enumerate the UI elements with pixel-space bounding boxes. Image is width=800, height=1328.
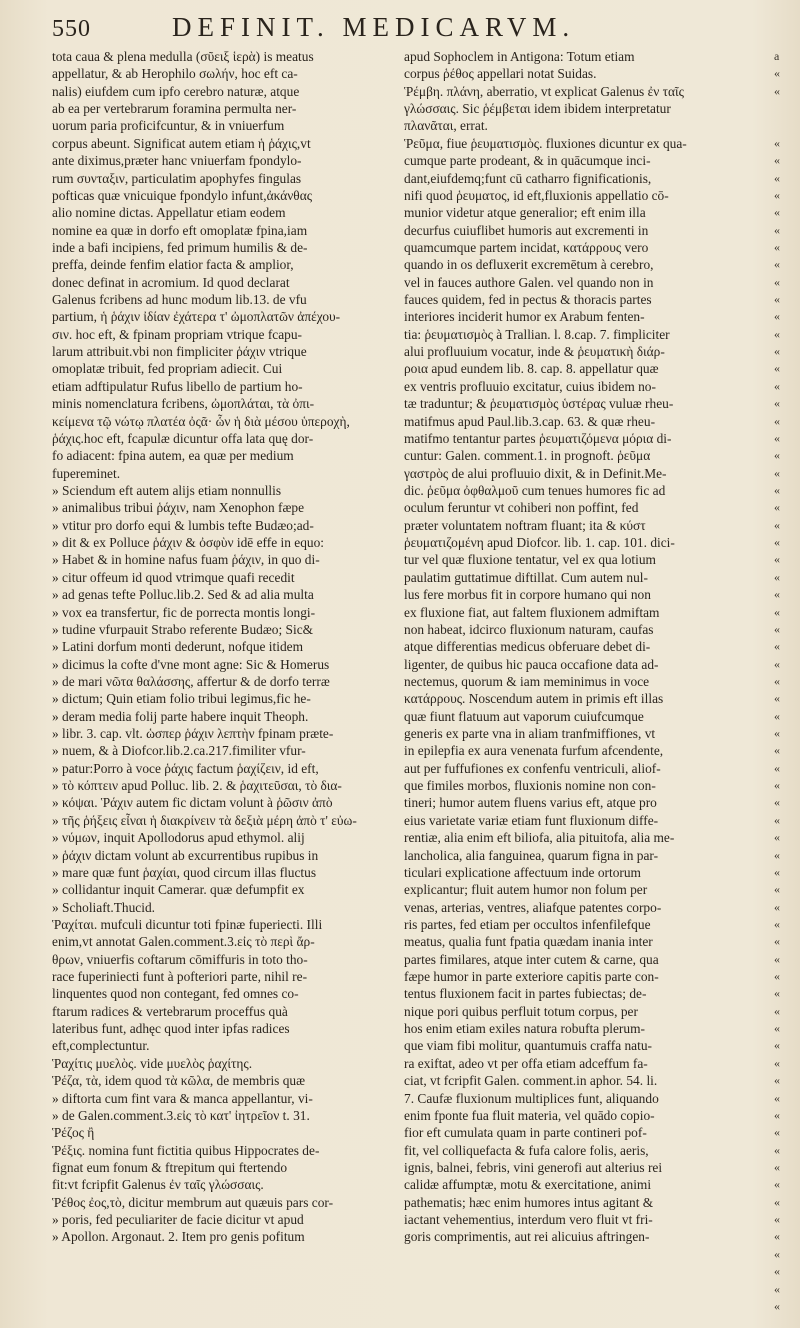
text-line: ροια apud eundem lib. 8. cap. 8. appellatur quæ <box>404 361 659 377</box>
text-line: « <box>774 361 780 376</box>
text-line: « <box>774 274 780 289</box>
text-line: « <box>774 830 780 845</box>
text-line: fior eft cumulata quam in parte contineri pof- <box>404 1125 647 1141</box>
text-line: σιν. hoc eft, & fpinam propriam vtrique fcapu- <box>52 326 303 342</box>
text-line: Galenus fcribens ad hunc modum lib.13. de vfu <box>52 292 307 308</box>
text-line: partes fimilares, atque inter cutem & carne, qua <box>404 951 659 967</box>
text-line: « <box>774 934 780 949</box>
text-line: ab ea per vertebrarum foramina permulta ner- <box>52 101 297 117</box>
text-line: « <box>774 187 780 202</box>
text-line: « <box>774 413 780 428</box>
text-line: « <box>774 969 780 984</box>
text-line: que fimiles morbos, fluxionis nomine non con- <box>404 778 656 794</box>
text-line: larum attribuit.vbi non fimpliciter ῥάχιν vtrique <box>52 344 307 360</box>
text-line: fæpe humor in parte exteriore capitis parte con- <box>404 969 659 985</box>
text-line: dic. ῥεῦμα ὀφθαλμοῦ cum tenues humores fic ad <box>404 482 666 498</box>
text-line: tentus fluxionem facit in partes fubiectas; de- <box>404 986 647 1002</box>
text-line: « <box>774 691 780 706</box>
text-line: « <box>774 778 780 793</box>
text-line: apud Sophoclem in Antigona: Totum etiam <box>404 49 635 64</box>
text-line: » dicimus la cofte d'vne mont agne: Sic & Homerus <box>52 656 330 672</box>
text-line: fit:vt fcripfit Galenus ἐν ταῖς γλώσσαις. <box>52 1177 264 1193</box>
text-line: γλώσσαις. Sic ῥέμβεται idem ibidem interpretatur <box>404 101 671 117</box>
text-line: Ῥεῦμα, fiue ῥευματισμὸς. fluxiones dicuntur ex qua- <box>404 135 687 151</box>
text-line: tia: ῥευματισμὸς à Trallian. l. 8.cap. 7. fimpliciter <box>404 326 670 342</box>
margin-quote-marks <box>774 48 796 1315</box>
text-line: « <box>774 153 780 168</box>
text-line: a <box>774 49 780 63</box>
text-line: ῥευματιζομένη apud Diofcor. lib. 1. cap. 101. dici- <box>404 535 675 551</box>
text-line: fit, vel colliquefacta & fufa calore folis, aeris, <box>404 1142 649 1158</box>
text-line: « <box>774 1160 780 1174</box>
text-line: θρων, vniuerfis coftarum cōmiffuris in toto tho- <box>52 951 308 967</box>
text-line: « <box>774 465 780 480</box>
text-line: donec definat in acromium. Id quod declarat <box>52 274 290 290</box>
right-column <box>404 48 756 1246</box>
text-line: hos enim etiam exiles natura robufta plerum- <box>404 1021 645 1037</box>
text-line <box>774 100 796 117</box>
text-line <box>774 117 796 134</box>
text-line: preffa, deinde fenfim elatior facta & amplior, <box>52 257 294 273</box>
text-line: lus fere morbus fit in corpore humano qui non <box>404 587 651 603</box>
text-line: ticulari explicatione affectuum inde ortorum <box>404 864 641 880</box>
text-line: « <box>774 951 780 966</box>
text-line: « <box>774 726 780 741</box>
text-line: inde a bafi incipiens, fed primum humilis & de- <box>52 239 308 255</box>
text-line: « <box>774 257 780 272</box>
text-line: ex fluxione fiat, aut faltem fluxionem admiftam <box>404 604 660 620</box>
text-line: « <box>774 396 780 411</box>
text-line: fupereminet. <box>52 465 121 481</box>
text-line: κείμενα τῷ νώτῳ πλατέα ὀςᾶ· ὧν ἡ διὰ μέσου ὑπεροχὴ, <box>52 413 350 429</box>
text-line: paulatim guttatimue diftillat. Cum autem nul- <box>404 569 648 585</box>
text-line: explicantur; fluit autem humor non folum per <box>404 882 648 898</box>
text-line: « <box>774 517 780 532</box>
text-line: « <box>774 170 780 185</box>
text-line: « <box>774 1055 780 1070</box>
text-line: » dictum; Quin etiam folio tribui legimus,fic he- <box>52 691 311 707</box>
text-line: nomine ea quæ in dorfo eft omoplatæ fpina,iam <box>52 222 308 238</box>
text-line: « <box>774 430 780 445</box>
text-line: « <box>774 708 780 723</box>
text-line: πλανᾶται, errat. <box>404 118 488 134</box>
text-line: meatus, qualia funt fpatia quædam inania inter <box>404 934 653 950</box>
text-line: » vox ea transfertur, fic de porrecta montis longi- <box>52 604 316 620</box>
text-line: enim fponte fua fluit materia, vel quādo copio- <box>404 1107 655 1123</box>
text-line: « <box>774 864 780 879</box>
text-line: « <box>774 309 780 324</box>
text-line: « <box>774 1281 780 1296</box>
text-line: « <box>774 1264 780 1279</box>
text-line: rum συνταξιν, particulatim apophyfes fingulas <box>52 170 302 186</box>
text-line: omoplatæ tribuit, fed propriam adiecit. Cui <box>52 361 283 377</box>
text-line: dant,eiufdemq;funt cū catharro fignificationis, <box>404 170 652 186</box>
text-line: decurfus cuiuflibet humoris aut excrementi in <box>404 222 649 238</box>
text-line: « <box>774 812 780 827</box>
text-line: « <box>774 1298 780 1313</box>
text-line: « <box>774 1229 780 1244</box>
text-line: « <box>774 326 780 341</box>
text-line: » dit & ex Polluce ῥάχιν & ὀσφὺν idē effe in equo: <box>52 535 325 551</box>
text-line: vel in fauces authore Galen. vel quando non in <box>404 274 654 290</box>
text-line: » nuem, & à Diofcor.lib.2.ca.217.fimiliter vfur- <box>52 743 306 759</box>
text-line: « <box>774 535 780 550</box>
text-line: « <box>774 135 780 150</box>
text-line: generis ex parte vna in aliam tranfmiffiones, vt <box>404 726 656 742</box>
text-line: » κόψαι. Ῥάχιν autem fic dictam volunt à ῥῶσιν ἀπὸ <box>52 795 333 811</box>
text-line: ῥάχις.hoc eft, fcapulæ dicuntur offa lata quę dor- <box>52 430 314 446</box>
text-line: uorum paria proficifcuntur, & in vniuerfum <box>52 118 285 134</box>
text-line: oculum feruntur vt cohiberi non poffint, fed <box>404 500 639 516</box>
left-column <box>52 48 390 1246</box>
text-line: Ῥέμβη. πλάνη, aberratio, vt explicat Galenus ἐν ταῖς <box>404 83 684 99</box>
text-line: nique pori quibus perfluit totum corpus, per <box>404 1003 638 1019</box>
text-line: iactant vehementius, interdum vero fluit vt fri- <box>404 1212 653 1228</box>
text-line: ignis, balnei, febris, vini generofi aut alterius rei <box>404 1160 663 1175</box>
text-line: « <box>774 986 780 1001</box>
running-title: DEFINIT. MEDICARVM. <box>172 12 576 42</box>
page-number: 550 <box>52 16 91 42</box>
text-line: fignat eum fonum & ftrepitum qui ftertendo <box>52 1160 288 1175</box>
text-line: « <box>774 448 780 463</box>
text-line: » libr. 3. cap. vlt. ὡσπερ ῥάχιν λεπτὴν fpinam præte- <box>52 726 334 742</box>
text-line: « <box>774 552 780 567</box>
text-line: « <box>774 760 780 775</box>
text-line: « <box>774 222 780 237</box>
text-line: γαστρὸς de alui profluuio dixit, & in Definit.Me- <box>404 465 667 481</box>
text-line: » ad genas tefte Polluc.lib.2. Sed & ad alia multa <box>52 587 314 603</box>
text-line: nalis) eiufdem cum ipfo cerebro naturæ, atque <box>52 83 300 99</box>
text-line: « <box>774 1107 780 1122</box>
text-line: que viam fibi molitur, quantumuis craffa natu- <box>404 1038 652 1054</box>
text-line: « <box>774 1125 780 1140</box>
text-line: « <box>774 378 780 393</box>
text-line: enim,vt annotat Galen.comment.3.εἰς τὸ περὶ ἄρ- <box>52 934 315 950</box>
text-line: « <box>774 743 780 758</box>
text-line: ra exiftat, adeo vt per offa etiam adceffum fa- <box>404 1055 648 1071</box>
text-line: » patur:Porro à voce ῥάχις factum ῥαχίζειν, id eft, <box>52 760 319 776</box>
text-line: matifmo tentantur partes ῥευματιζόμενα μόρια di- <box>404 430 672 446</box>
text-line: non habeat, idcirco fluxionum naturam, caufas <box>404 621 654 637</box>
text-line: » mare quæ funt ῥαχίαι, quod circum illas fluctus <box>52 864 317 880</box>
text-line: tineri; humor autem fluens varius eft, atque pro <box>404 795 657 811</box>
text-line: corpus abeunt. Significat autem etiam ἡ ῥάχις,vt <box>52 135 311 151</box>
text-line: alio nomine dictas. Appellatur etiam eodem <box>52 205 286 221</box>
text-line: « <box>774 344 780 359</box>
text-line: linquentes quod non contegant, fed omnes co- <box>52 986 299 1002</box>
text-line: » vtitur pro dorfo equi & lumbis tefte Budæo;ad- <box>52 517 314 533</box>
text-line: « <box>774 604 780 619</box>
text-line: tæ traduntur; & ῥευματισμὸς ὑστέρας vuluæ rheu- <box>404 396 674 412</box>
text-line: venas, arterias, ventres, aliafque patentes corpo- <box>404 899 662 915</box>
text-line: « <box>774 1194 780 1209</box>
text-line: » de Galen.comment.3.εἰς τὸ κατ' ἰητρεῖον t. 31. <box>52 1107 310 1123</box>
text-line: interiores inciderit humor ex Arabum fenten- <box>404 309 645 325</box>
text-line: » animalibus tribui ῥάχιν, nam Xenophon fæpe <box>52 500 305 516</box>
text-line: cumque parte prodeant, & in quācumque inci- <box>404 153 651 169</box>
text-line: « <box>774 656 780 671</box>
text-line: « <box>774 882 780 897</box>
text-line: « <box>774 587 780 602</box>
text-line: » Apollon. Argonaut. 2. Item pro genis pofitum <box>52 1229 305 1245</box>
text-line: Ῥαχίτις μυελὸς. vide μυελὸς ῥαχίτης. <box>52 1055 253 1071</box>
text-line: « <box>774 1021 780 1036</box>
text-line: « <box>774 847 780 862</box>
text-line: præter voluntatem noftram fluant; ita & κύστ <box>404 517 646 533</box>
text-line: « <box>774 1073 780 1088</box>
text-line: aut per fuffufiones ex confenfu ventriculi, aliof- <box>404 760 661 776</box>
text-line: Ῥέξις. nomina funt fictitia quibus Hippocrates de- <box>52 1142 320 1158</box>
text-line: lateribus funt, adhęc quod inter ipfas radices <box>52 1021 290 1037</box>
text-line: 7. Caufæ fluxionum multiplices funt, aliquando <box>404 1090 659 1106</box>
text-line: » Sciendum eft autem alijs etiam nonnullis <box>52 482 282 498</box>
text-line: cuntur: Galen. comment.1. in prognoft. ῥεῦμα <box>404 448 651 464</box>
text-line: « <box>774 83 780 98</box>
text-line: » ῥάχιν dictam volunt ab excurrentibus rupibus in <box>52 847 319 863</box>
text-line: appellatur, & ab Herophilo σωλήν, hoc eft ca- <box>52 66 298 82</box>
text-line: » Latini dorfum monti dederunt, nofque itidem <box>52 639 304 655</box>
text-line: « <box>774 1246 780 1261</box>
text-line: alui profluuium vocatur, inde & ῥευματικὴ διάρ- <box>404 344 665 360</box>
text-line: « <box>774 673 780 688</box>
text-line: » tudine vfurpauit Strabo referente Budæo; Sic& <box>52 621 314 637</box>
text-line: « <box>774 916 780 931</box>
text-line: ciat, vt fcripfit Galen. comment.in aphor. 54. li. <box>404 1073 658 1089</box>
text-line: « <box>774 1212 780 1227</box>
text-line: eius varietate variæ etiam funt fluxionum diffe- <box>404 812 659 828</box>
text-line: « <box>774 795 780 810</box>
text-line: rentiæ, alia enim eft biliofa, alia pituitofa, alia me- <box>404 830 675 846</box>
page-header <box>52 12 770 52</box>
text-line: » Scholiaft.Thucid. <box>52 899 156 915</box>
text-line: « <box>774 1177 780 1192</box>
text-line: « <box>774 500 780 515</box>
text-line: « <box>774 899 780 914</box>
text-line: ftarum radices & vertebrarum proceffus quà <box>52 1003 288 1019</box>
text-line: ligenter, de quibus hic pauca occafione data ad- <box>404 656 659 672</box>
text-line: quæ fiunt flatuum aut vaporum cuiufcumque <box>404 708 644 724</box>
text-line: κατάρρους. Noscendum autem in primis eft illas <box>404 691 664 707</box>
text-line: fauces quidem, fed in pectus & thoracis partes <box>404 292 652 308</box>
text-line: » τὸ κόπτειν apud Polluc. lib. 2. & ῥαχιτεῦσαι, τὸ δια- <box>52 778 342 794</box>
text-line: matifmus apud Paul.lib.3.cap. 63. & quæ rheu- <box>404 413 656 429</box>
text-line: Ῥέθος ἐος,τὸ, dicitur membrum aut quæuis pars cor- <box>52 1194 334 1210</box>
text-line: quando in os defluxerit excremētum à cerebro, <box>404 257 654 273</box>
text-line: pathematis; hæc enim humores intus agitant & <box>404 1194 654 1210</box>
text-line: » collidantur inquit Camerar. quæ defumpfit ex <box>52 882 305 898</box>
text-line: ex ventris profluuio excitatur, cuius ibidem no- <box>404 378 656 394</box>
text-line: in epilepfia ex aura venenata furfum afcendente, <box>404 743 664 759</box>
text-line: « <box>774 205 780 220</box>
text-line: » diftorta cum fint vara & manca appellantur, vi- <box>52 1090 313 1106</box>
text-line: etiam adftipulatur Rufus libello de partium ho- <box>52 378 303 394</box>
text-line: nifi quod ῥευματος, id eft,fluxionis appellatio cō- <box>404 187 669 203</box>
text-line: goris comprimentis, aut rei alicuius aftringen- <box>404 1229 650 1245</box>
text-line: Ῥέζα, τὰ, idem quod τὰ κῶλα, de membris quæ <box>52 1073 306 1089</box>
text-line: tota caua & plena medulla (σῦειξ ἱερὰ) is meatus <box>52 49 314 64</box>
text-line: « <box>774 639 780 654</box>
text-line: pofticas quæ vnicuique fpondylo infunt,ἀκάνθας <box>52 187 313 203</box>
text-line: fo adiacent: fpina autem, ea quæ per medium <box>52 448 294 464</box>
text-line: ante diximus,præter hanc vniuerfam fpondylo- <box>52 153 302 169</box>
text-line: « <box>774 621 780 636</box>
text-line: » de mari νῶτα θαλάσσης, affertur & de dorfo terræ <box>52 673 330 689</box>
text-line: « <box>774 569 780 584</box>
text-line: « <box>774 1142 780 1157</box>
text-line: « <box>774 239 780 254</box>
text-line: calidæ affumptæ, motu & exercitatione, animi <box>404 1177 652 1193</box>
text-line: « <box>774 1038 780 1053</box>
text-line: « <box>774 292 780 307</box>
text-line: ris partes, fed etiam per occultos infenfilefque <box>404 916 651 932</box>
text-line: « <box>774 1003 780 1018</box>
text-line: atque differentias medicus obferuare debet di- <box>404 639 651 655</box>
text-line: race fuperiniecti funt à pofteriori parte, nihil re- <box>52 969 308 985</box>
text-line: eft,complectuntur. <box>52 1038 150 1054</box>
text-line: munior videtur atque generalior; eft enim illa <box>404 205 646 221</box>
text-line: « <box>774 482 780 497</box>
text-line: tur vel quæ fluxione tentatur, vel ex qua lotium <box>404 552 656 568</box>
text-line: « <box>774 1090 780 1105</box>
text-line: Ῥαχίται. mufculi dicuntur toti fpinæ fuperiecti. Illi <box>52 916 323 932</box>
text-line: » deram media folij parte habere inquit Theoph. <box>52 708 309 724</box>
text-line: quamcumque partem incidat, κατάρρους vero <box>404 239 649 255</box>
text-line: partium, ἡ ῥάχιν ἰδίαν ἐχάτερα τ' ὠμοπλατῶν ἀπέχου- <box>52 309 341 325</box>
text-line: corpus ῥέθος appellari notat Suidas. <box>404 66 597 82</box>
text-line: » Habet & in homine nafus fuam ῥάχιν, in quo di- <box>52 552 320 568</box>
text-line: minis nomenclatura fcribens, ὠμοπλάται, τὰ ὀπι- <box>52 396 315 412</box>
text-line: nectemus, quorum & iam meminimus in voce <box>404 673 650 689</box>
text-line: » poris, fed peculiariter de facie dicitur vt apud <box>52 1212 304 1228</box>
text-line: Ῥέζος ἢ <box>52 1125 95 1141</box>
text-line: « <box>774 66 780 81</box>
text-line: » citur offeum id quod vtrimque quafi recedit <box>52 569 295 585</box>
text-line: » νύμων, inquit Apollodorus apud ethymol. alij <box>52 830 305 846</box>
text-line: lancholica, alia fanguinea, quarum figna in par- <box>404 847 659 863</box>
text-line: » τῆς ῥήξεις εἶναι ἡ διακρίνειν τὰ δεξιὰ μέρη ἀπὸ τ' εὐω- <box>52 812 357 828</box>
